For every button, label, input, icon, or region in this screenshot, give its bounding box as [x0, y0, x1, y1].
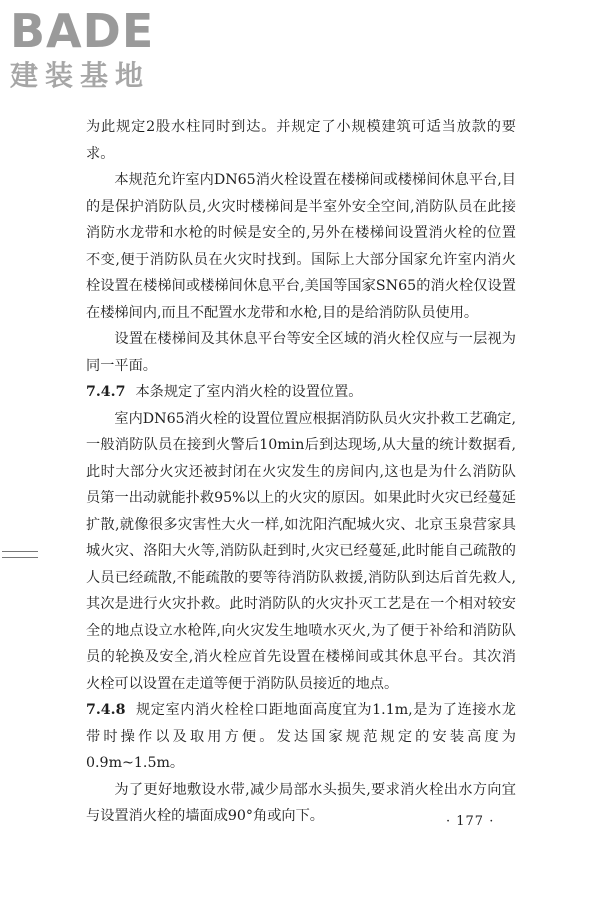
clause-7-4-7	[86, 379, 516, 406]
paragraph	[86, 406, 516, 698]
paragraph-text: 室内DN65消火栓的设置位置应根据消防队员火灾扑救工艺确定,一般消防队员在接到火警后10min后到达现场,从大量的统计数据看,此时大部分火灾还被封闭在火灾发生的房间内,这也是为什么消防队员第一出动就能扑救95%以上的火灾的原因。如果此时火灾已经蔓延扩散,就像很多灾害性大火一样,如沈阳汽配城火灾、北京玉泉营家具城火灾、洛阳大火等,消防队赶到时,火灾已经蔓延,此时能自己疏散的人员已经疏散,不能疏散的要等待消防队救援,消防队到达后首先救人,其次是进行火灾扑救。此时消防队的火灾扑灭工艺是在一个相对较安全的地点设立水枪阵,向火灾发生地喷水灭火,为了便于补给和消防队员的轮换及安全,消火栓应首先设置在楼梯间或其休息平台。其次消火栓可以设置在走道等便于消防队员接近的地点。	[86, 410, 516, 692]
paragraph	[86, 326, 516, 379]
clause-number: 7.4.7	[86, 384, 126, 400]
clause-7-4-8	[86, 697, 516, 777]
page-number: · 177 ·	[446, 814, 495, 829]
clause-text: 本条规定了室内消火栓的设置位置。	[135, 384, 363, 400]
clause-text: 规定室内消火栓栓口距地面高度宜为1.1m,是为了连接水龙带时操作以及取用方便。发达国家规范规定的安装高度为0.9m~1.5m。	[86, 702, 516, 771]
logo-wordmark: BADE	[10, 4, 155, 58]
margin-mark	[2, 551, 38, 558]
clause-number: 7.4.8	[86, 702, 126, 718]
paragraph-continuation	[86, 114, 516, 167]
paragraph-text: 设置在楼梯间及其休息平台等安全区域的消火栓仅应与一层视为同一平面。	[86, 331, 516, 374]
paragraph	[86, 167, 516, 326]
paragraph-text: 为了更好地敷设水带,减少局部水头损失,要求消火栓出水方向宜与设置消火栓的墙面成90°角或向下。	[86, 781, 516, 824]
paragraph-text: 本规范允许室内DN65消火栓设置在楼梯间或楼梯间休息平台,目的是保护消防队员,火灾时楼梯间是半室外安全空间,消防队员在此接消防水龙带和水枪的时候是安全的,另外在楼梯间设置消火栓的位置不变,便于消防队员在火灾时找到。国际上大部分国家允许室内消火栓设置在楼梯间或楼梯间休息平台,美国等国家SN65的消火栓仅设置在楼梯间内,而且不配置水龙带和水枪,目的是给消防队员使用。	[86, 172, 516, 321]
logo-subtitle: 建装基地	[10, 59, 151, 92]
paragraph-text: 为此规定2股水柱同时到达。并规定了小规模建筑可适当放款的要求。	[86, 119, 516, 162]
page-body	[86, 114, 516, 830]
bade-logo	[10, 6, 175, 94]
